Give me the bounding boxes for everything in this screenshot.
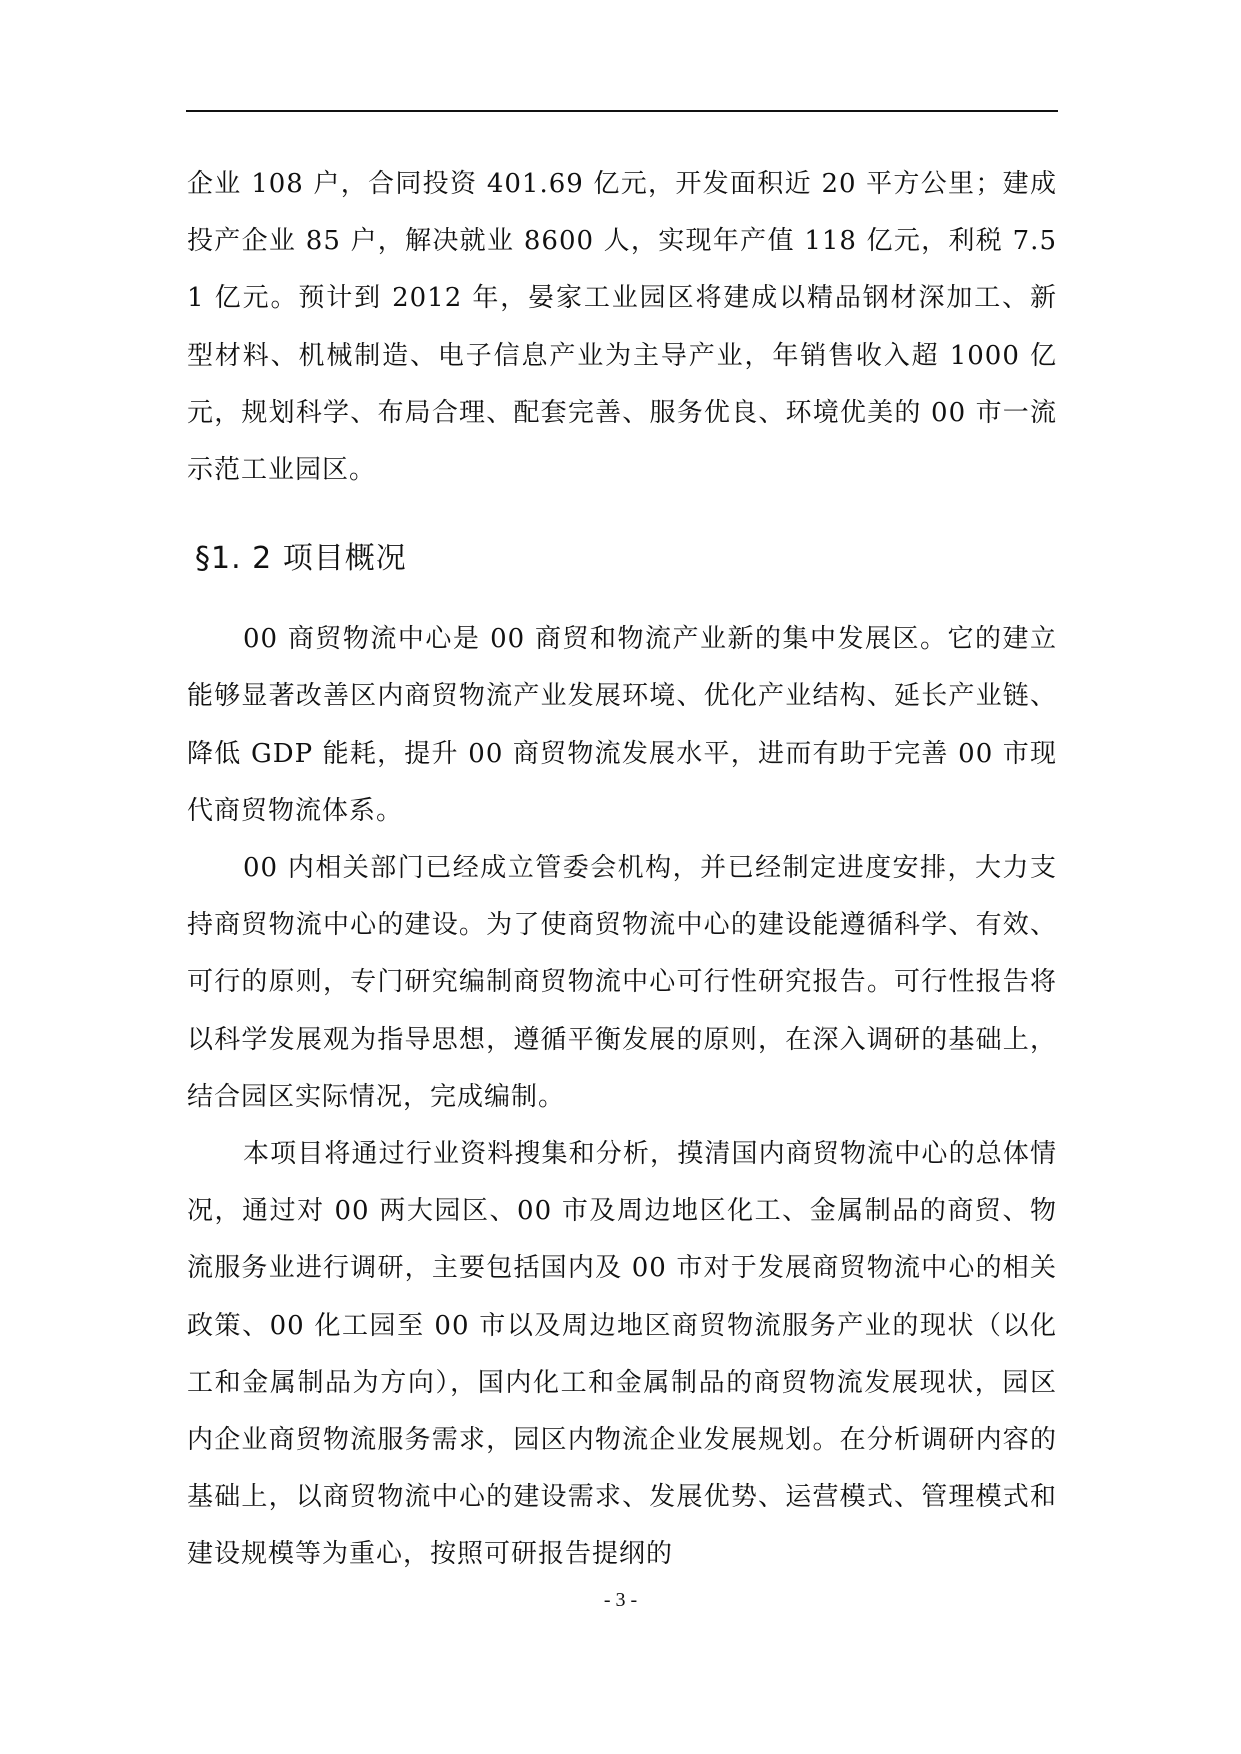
paragraph-2: 00 内相关部门已经成立管委会机构，并已经制定进度安排，大力支持商贸物流中心的建设。为了使商贸物流中心的建设能遵循科学、有效、可行的原则，专门研究编制商贸物流中心可行性研究报告。可行性报告将以科学发展观为指导思想，遵循平衡发展的原则，在深入调研的基础上，结合园区实际情况，完成编制。	[187, 853, 1057, 1112]
paragraph-3: 本项目将通过行业资料搜集和分析，摸清国内商贸物流中心的总体情况，通过对 00 两大园区、00 市及周边地区化工、金属制品的商贸、物流服务业进行调研，主要包括国内及 00 市对于发展商贸物流中心的相关政策、00 化工园至 00 市以及周边地区商贸物流服务产业的现状（以化工和金属制品为方向），国内化工和金属制品的商贸物流发展现状，园区内企业商贸物流服务需求，园区内物流企业发展规划。在分析调研内容的基础上，以商贸物流中心的建设需求、发展优势、运营模式、管理模式和建设规模等为重心，按照可研报告提纲的	[187, 1139, 1057, 1570]
paragraph-continued: 企业 108 户，合同投资 401.69 亿元，开发面积近 20 平方公里；建成投产企业 85 户，解决就业 8600 人，实现年产值 118 亿元，利税 7.51 亿元。预计到 2012 年，晏家工业园区将建成以精品钢材深加工、新型材料、机械制造、电子信息产业为主导产业，年销售收入超 1000 亿元，规划科学、布局合理、配套完善、服务优良、环境优美的 00 市一流示范工业园区。	[187, 169, 1057, 486]
header-rule	[186, 110, 1058, 112]
paragraph-1: 00 商贸物流中心是 00 商贸和物流产业新的集中发展区。它的建立能够显著改善区内商贸物流产业发展环境、优化产业结构、延长产业链、降低 GDP 能耗，提升 00 商贸物流发展水平，进而有助于完善 00 市现代商贸物流体系。	[187, 624, 1057, 826]
document-body	[187, 156, 1057, 1584]
page-number: - 3 -	[603, 1589, 638, 1611]
section-heading: §1. 2 项目概况	[195, 541, 407, 577]
